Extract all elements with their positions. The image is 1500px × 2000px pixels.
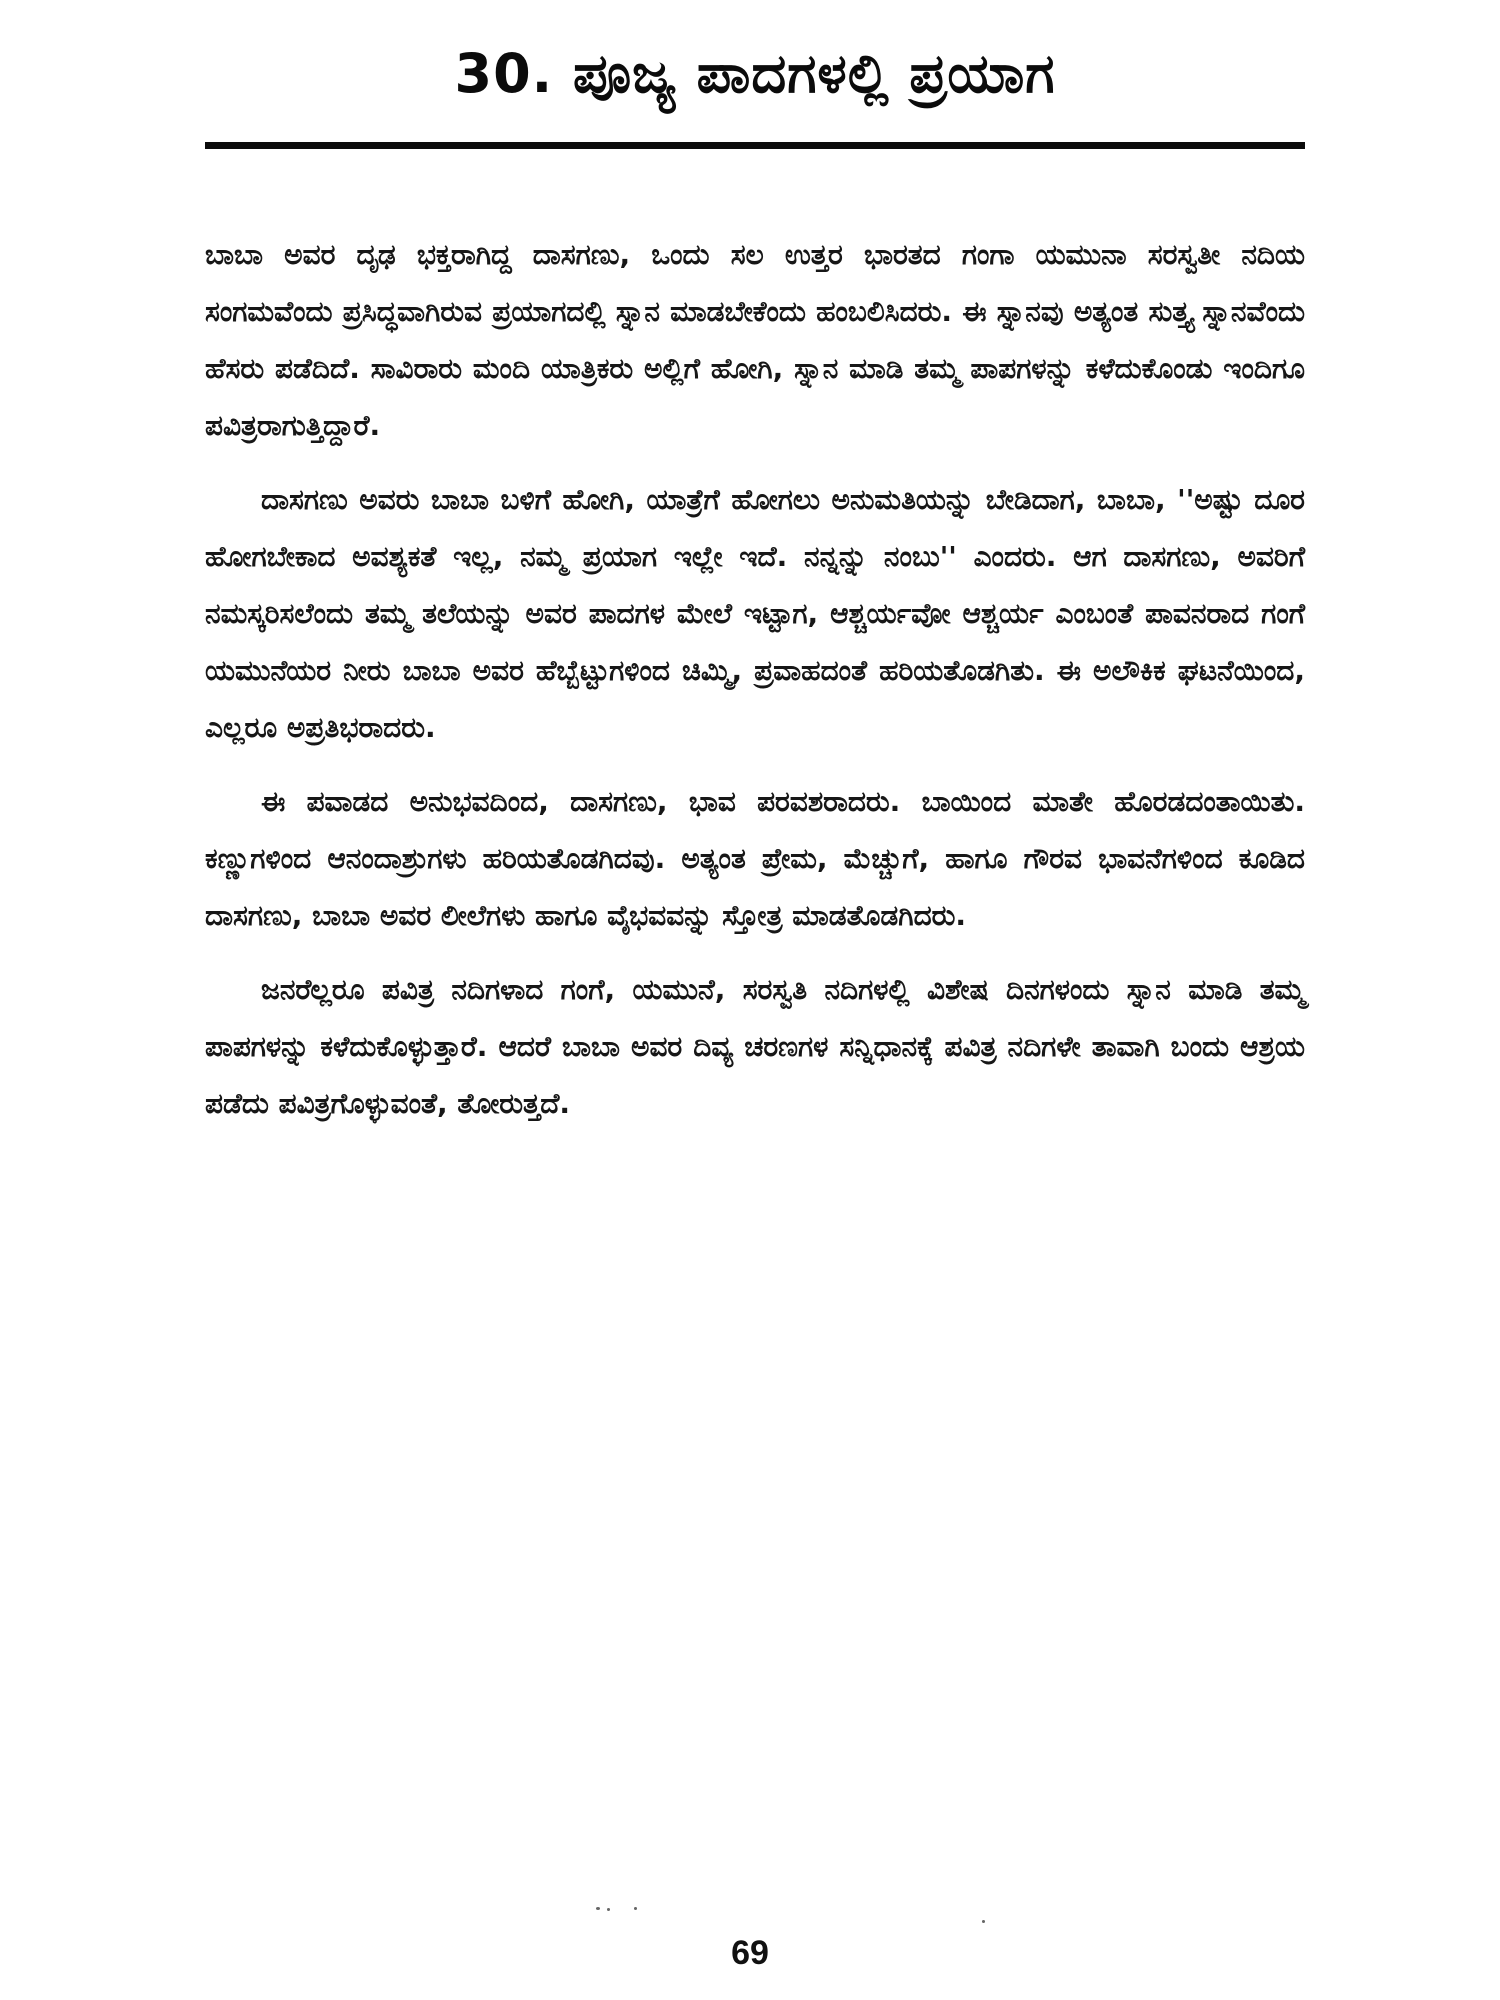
title-divider <box>205 142 1305 149</box>
paragraph-4: ಜನರೆಲ್ಲರೂ ಪವಿತ್ರ ನದಿಗಳಾದ ಗಂಗೆ, ಯಮುನೆ, ಸರಸ್ವತಿ ನದಿಗಳಲ್ಲಿ ವಿಶೇಷ ದಿನಗಳಂದು ಸ್ನಾನ ಮಾಡಿ ತಮ್ಮ ಪಾಪಗಳನ್ನು ಕಳೆದುಕೊಳ್ಳುತ್ತಾರೆ. ಆದರೆ ಬಾಬಾ ಅವರ ದಿವ್ಯ ಚರಣಗಳ ಸನ್ನಿಧಾನಕ್ಕೆ ಪವಿತ್ರ ನದಿಗಳೇ ತಾವಾಗಿ ಬಂದು ಆಶ್ರಯ ಪಡೆದು ಪವಿತ್ರಗೊಳ್ಳುವಂತೆ, ತೋರುತ್ತದೆ. <box>205 973 1305 1120</box>
chapter-title: 30. ಪೂಜ್ಯ ಪಾದಗಳಲ್ಲಿ ಪ್ರಯಾಗ <box>454 42 1056 105</box>
paragraph-3: ಈ ಪವಾಡದ ಅನುಭವದಿಂದ, ದಾಸಗಣು, ಭಾವ ಪರವಶರಾದರು. ಬಾಯಿಂದ ಮಾತೇ ಹೊರಡದಂತಾಯಿತು. ಕಣ್ಣುಗಳಿಂದ ಆನಂದಾಶ್ರುಗಳು ಹರಿಯತೊಡಗಿದವು. ಅತ್ಯಂತ ಪ್ರೇಮ, ಮೆಚ್ಚುಗೆ, ಹಾಗೂ ಗೌರವ ಭಾವನೆಗಳಿಂದ ಕೂಡಿದ ದಾಸಗಣು, ಬಾಬಾ ಅವರ ಲೀಲೆಗಳು ಹಾಗೂ ವೈಭವವನ್ನು ಸ್ತೋತ್ರ ಮಾಡತೊಡಗಿದರು. <box>205 785 1305 932</box>
paragraph-1: ಬಾಬಾ ಅವರ ದೃಢ ಭಕ್ತರಾಗಿದ್ದ ದಾಸಗಣು, ಒಂದು ಸಲ ಉತ್ತರ ಭಾರತದ ಗಂಗಾ ಯಮುನಾ ಸರಸ್ವತೀ ನದಿಯ ಸಂಗಮವೆಂದು ಪ್ರಸಿದ್ಧವಾಗಿರುವ ಪ್ರಯಾಗದಲ್ಲಿ ಸ್ನಾನ ಮಾಡಬೇಕೆಂದು ಹಂಬಲಿಸಿದರು. ಈ ಸ್ನಾನವು ಅತ್ಯಂತ ಸುತ್ತ್ಯ ಸ್ನಾನವೆಂದು ಹೆಸರು ಪಡೆದಿದೆ. ಸಾವಿರಾರು ಮಂದಿ ಯಾತ್ರಿಕರು ಅಲ್ಲಿಗೆ ಹೋಗಿ, ಸ್ನಾನ ಮಾಡಿ ತಮ್ಮ ಪಾಪಗಳನ್ನು ಕಳೆದುಕೊಂಡು ಇಂದಿಗೂ ಪವಿತ್ರರಾಗುತ್ತಿದ್ದಾರೆ. <box>205 238 1305 442</box>
scan-speck <box>596 1907 600 1910</box>
scan-speck <box>982 1920 985 1923</box>
paragraph-2: ದಾಸಗಣು ಅವರು ಬಾಬಾ ಬಳಿಗೆ ಹೋಗಿ, ಯಾತ್ರೆಗೆ ಹೋಗಲು ಅನುಮತಿಯನ್ನು ಬೇಡಿದಾಗ, ಬಾಬಾ, ''ಅಷ್ಟು ದೂರ ಹೋಗಬೇಕಾದ ಅವಶ್ಯಕತೆ ಇಲ್ಲ, ನಮ್ಮ ಪ್ರಯಾಗ ಇಲ್ಲೇ ಇದೆ. ನನ್ನನ್ನು ನಂಬು'' ಎಂದರು. ಆಗ ದಾಸಗಣು, ಅವರಿಗೆ ನಮಸ್ಕರಿಸಲೆಂದು ತಮ್ಮ ತಲೆಯನ್ನು ಅವರ ಪಾದಗಳ ಮೇಲೆ ಇಟ್ಟಾಗ, ಆಶ್ಚರ್ಯವೋ ಆಶ್ಚರ್ಯ ಎಂಬಂತೆ ಪಾವನರಾದ ಗಂಗೆ ಯಮುನೆಯರ ನೀರು ಬಾಬಾ ಅವರ ಹೆಬ್ಬೆಟ್ಟುಗಳಿಂದ ಚಿಮ್ಮಿ, ಪ್ರವಾಹದಂತೆ ಹರಿಯತೊಡಗಿತು. ಈ ಅಲೌಕಿಕ ಘಟನೆಯಿಂದ, ಎಲ್ಲರೂ ಅಪ್ರತಿಭರಾದರು. <box>205 483 1305 744</box>
chapter-body <box>205 226 1305 1149</box>
scan-speck <box>634 1907 637 1910</box>
scan-speck <box>607 1908 610 1911</box>
page-number: 69 <box>731 1934 769 1972</box>
